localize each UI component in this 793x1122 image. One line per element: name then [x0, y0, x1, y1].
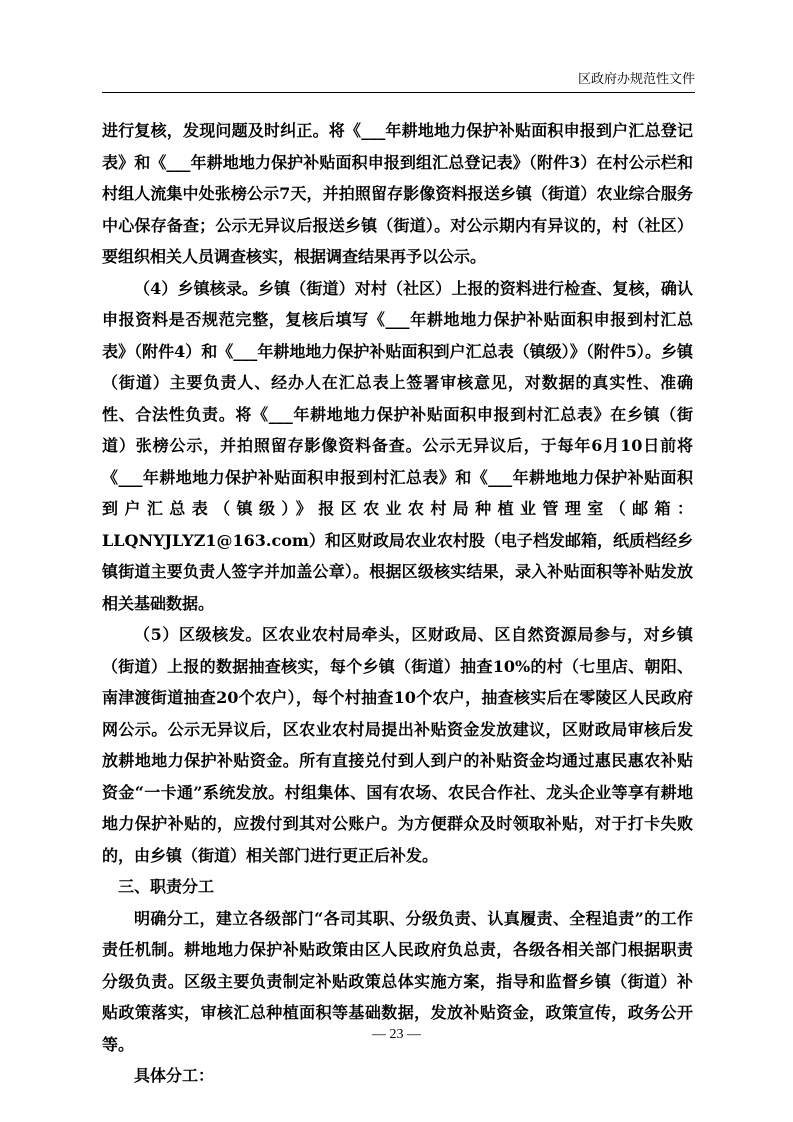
document-header-label: 区政府办规范性文件 — [577, 72, 695, 87]
page-number: — 23 — — [372, 1027, 421, 1042]
paragraph-township-verification: （4）乡镇核录。乡镇（街道）对村（社区）上报的资料进行检查、复核，确认申报资料是否规范完整，复核后填写《___年耕地地力保护补贴面积申报到村汇总表》（附件4）和《___年耕地地力保护补贴面积到户汇总表（镇级）》（附件5）。乡镇（街道）主要负责人、经办人在汇总表上签署审核意见，对数据的真实性、准确性、合法性负责。将《___年耕地地力保护补贴面积申报到村汇总表》在乡镇（街道）张榜公示，并拍照留存影像资料备查。公示无异议后，于每年6月10日前将《___年耕地地力保护补贴面积申报到村汇总表》和《___年耕地地力保护补贴面积到户汇总表（镇级）》报区农业农村局种植业管理室（邮箱：LLQNYJLYZ1@163.com）和区财政局农业农村股（电子档发邮箱，纸质档经乡镇街道主要负责人签字并加盖公章）。根据区级核实结果，录入补贴面积等补贴发放相关基础数据。 — [102, 278, 693, 613]
paragraph-review-publicity: 进行复核，发现问题及时纠正。将《___年耕地地力保护补贴面积申报到户汇总登记表》和《___年耕地地力保护补贴面积申报到组汇总登记表》（附件3）在村公示栏和村组人流集中处张榜公示7天，并拍照留存影像资料报送乡镇（街道）农业综合服务中心保存备查；公示无异议后报送乡镇（街道）。对公示期内有异议的，村（社区）要组织相关人员调查核实，根据调查结果再予以公示。 — [102, 121, 693, 266]
header-divider — [102, 92, 695, 93]
paragraph-district-issuance: （5）区级核发。区农业农村局牵头，区财政局、区自然资源局参与，对乡镇（街道）上报的数据抽查核实，每个乡镇（街道）抽查10%的村（七里店、朝阳、南津渡街道抽查20个农户），每个村抽查10个农户，抽查核实后在零陵区人民政府网公示。公示无异议后，区农业农村局提出补贴资金发放建议，区财政局审核后发放耕地地力保护补贴资金。所有直接兑付到人到户的补贴资金均通过惠民惠农补贴资金“一卡通”系统发放。村组集体、国有农场、农民合作社、龙头企业等享有耕地地力保护补贴的，应拨付到其对公账户。为方便群众及时领取补贴，对于打卡失败的，由乡镇（街道）相关部门进行更正后补发。 — [102, 625, 693, 865]
paragraph-division-of-duties: 明确分工，建立各级部门“各司其职、分级负责、认真履责、全程追责”的工作责任机制。耕地地力保护补贴政策由区人民政府负总责，各级各相关部门根据职责分级负责。区级主要负责制定补贴政策总体实施方案，指导和监督乡镇（街道）补贴政策落实，审核汇总种植面积等基础数据，发放补贴资金，政策宣传，政务公开等。 — [102, 908, 693, 1054]
section-heading-responsibilities: 三、职责分工 — [118, 877, 215, 896]
paragraph-specific-division: 具体分工： — [134, 1066, 215, 1085]
document-body — [102, 115, 693, 1092]
